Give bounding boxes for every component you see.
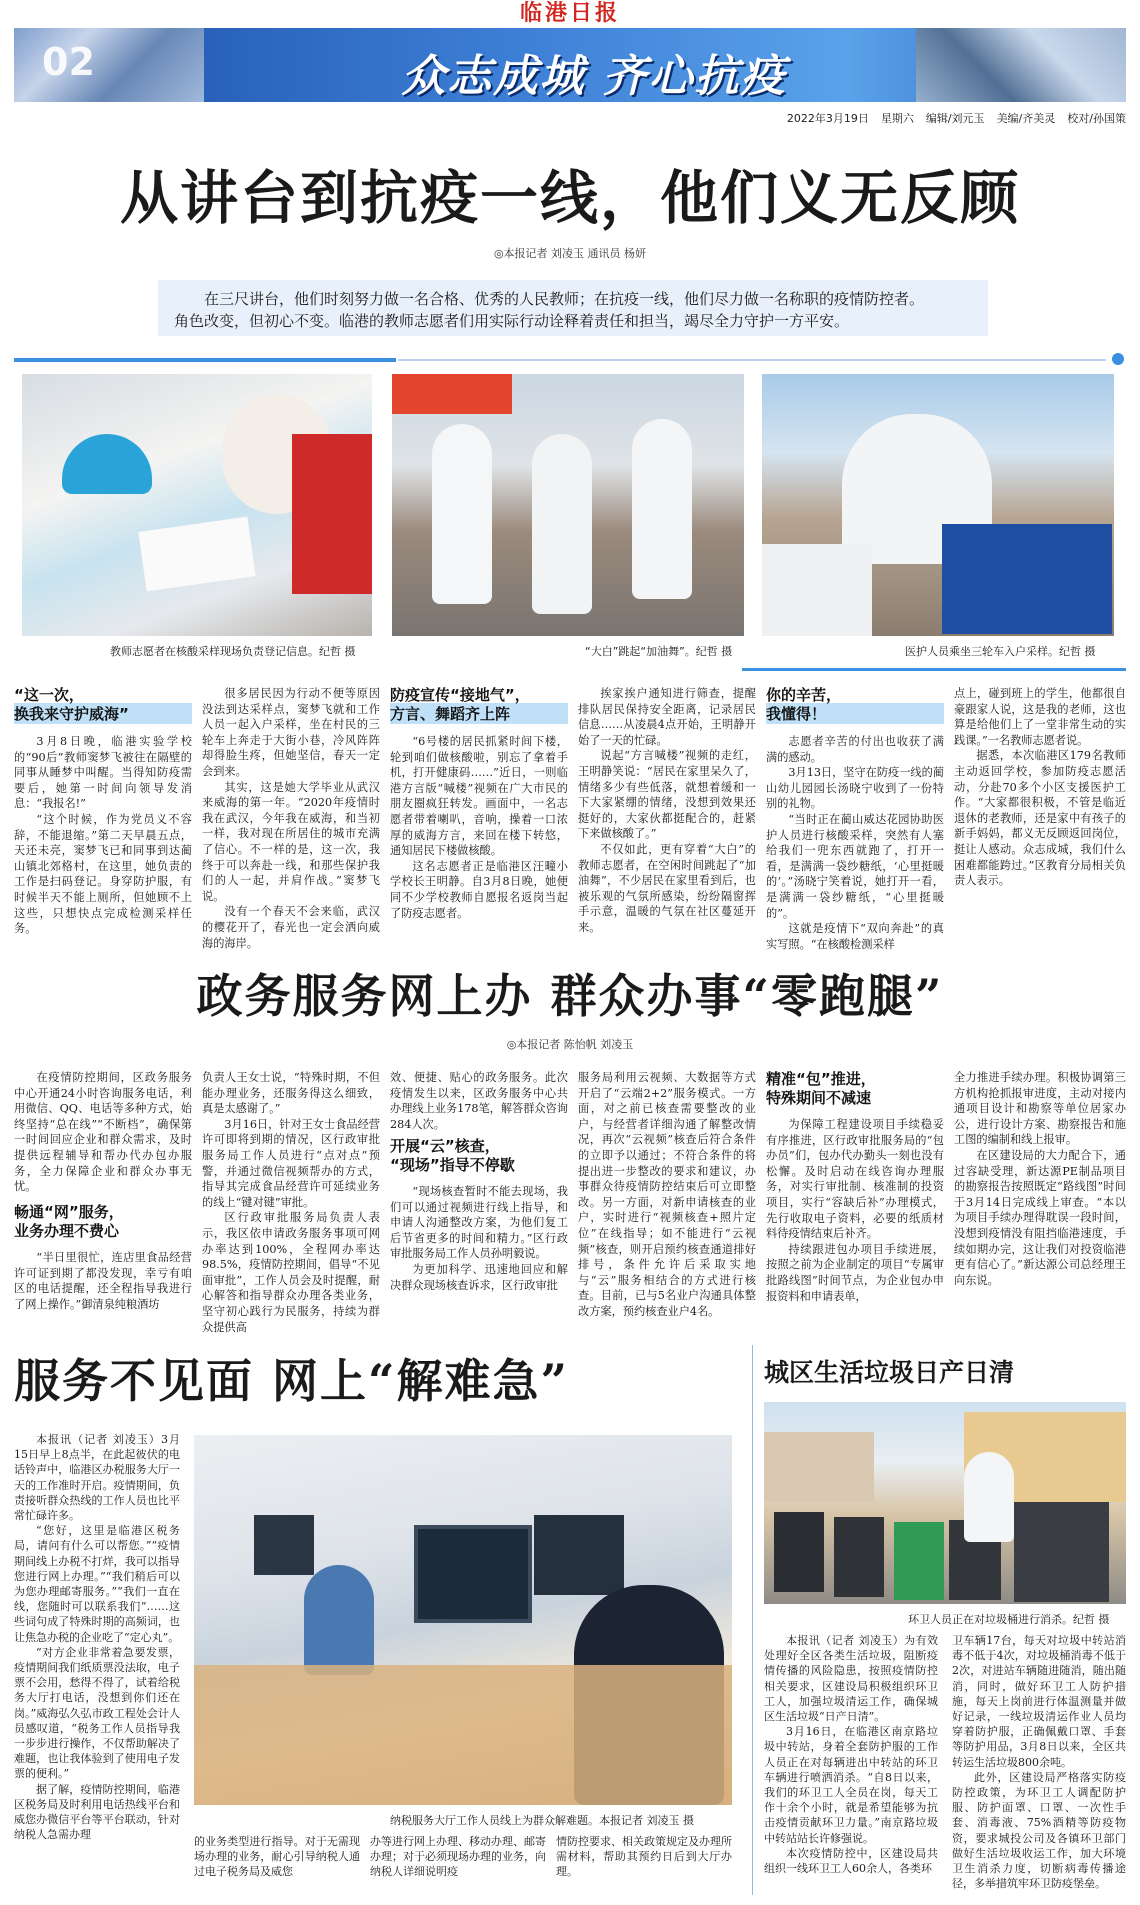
- page-number: 02: [42, 40, 95, 84]
- paragraph: 全力推进手续办理。积极协调第三方机构抢抓报审进度，主动对接内通项目设计和勘察等单位居家办公，进行设计方案、勘察报告和施工图的编制和线上报审。: [954, 1071, 1126, 1147]
- paragraph: “半日里很忙，连店里食品经营许可证到期了都没发现，幸亏有咱区的电话提醒，还全程指导我进行了网上操作。”御清泉纯粮酒坊: [14, 1251, 192, 1311]
- paragraph: 点上，碰到班上的学生，他都很自豪跟家人说，这是我的老师，这也算是给他们上了一堂非常生动的实践课。”一名教师志愿者说。: [954, 687, 1126, 747]
- article1-subhead-1: [14, 686, 192, 724]
- paragraph: 在区建设局的大力配合下，通过容缺受理，新达源PE制品项目的勘察报告按照既定“路线图”时间于3月14日完成线上审查。“本以为项目手续办理得耽误一段时间，没想到疫情没有阻挡临港速度，手续如期办完，这让我们对投资临港更有信心了。”新达源公司总经理王向东说。: [954, 1148, 1126, 1287]
- article3-photo-caption: 纳税服务大厅工作人员线上为群众解难题。本报记者 刘凌玉 摄: [390, 1814, 694, 1827]
- paragraph: 效、便捷、贴心的政务服务。此次疫情发生以来，区政务服务中心共办理线上业务178笔，解答群众咨询284人次。: [390, 1071, 568, 1131]
- subhead-line: 开展“云”核查，: [390, 1137, 500, 1155]
- article4-column-2: [952, 1633, 1126, 1891]
- article1-column-2: [202, 686, 380, 951]
- article3-column-4: [556, 1834, 732, 1880]
- article1-column-3: [390, 734, 568, 921]
- article2-column-1: [14, 1070, 192, 1195]
- paragraph: 没有一个春天不会来临，武汉的樱花开了，春光也一定会洒向威海的海岸。: [202, 905, 380, 950]
- article1-subhead-2: [390, 686, 568, 724]
- divider-dot: [1112, 353, 1124, 365]
- paragraph: “现场核查暂时不能去现场，我们可以通过视频进行线上指导，和申请人沟通整改方案，为他们复工后节省更多的时间和精力。”区行政审批服务局工作人员孙明毅说。: [390, 1185, 568, 1261]
- lead-line-1: 在三尺讲台，他们时刻努力做一名合格、优秀的人民教师；在抗疫一线，他们尽力做一名称职的疫情防控者。: [204, 290, 925, 308]
- paragraph: 持续跟进包办项目手续进展，按照之前为企业制定的项目“专属审批路线图”时间节点，为企业包办申报资料和申请表单，: [766, 1242, 944, 1303]
- paragraph: 区行政审批服务局负责人表示，我区依申请政务服务事项可网办率达到100%，全程网办率达98.5%，疫情防控期间，倡导“不见面审批”，工作人员会及时提醒，耐心解答和指导群众办理各类业务，坚守初心践行为民服务，持续为群众提供高: [202, 1211, 380, 1334]
- photo2-caption: “大白”跳起“加油舞”。纪哲 摄: [585, 645, 733, 658]
- paragraph: 3月16日，针对王女士食品经营许可即将到期的情况，区行政审批服务局工作人员进行“点对点”预警，并通过微信视频帮办的方式，指导其完成食品经营许可延续业务的线上“键对键”审批。: [202, 1117, 380, 1209]
- issue-date: 2022年3月19日: [786, 112, 869, 125]
- paragraph: 其实，这是她大学毕业从武汉来威海的第一年。“2020年疫情时我在武汉，今年我在威海，和当初一样，我对现在所居住的城市充满了信心。不一样的是，这一次，我终于可以奔赴一线，和那些保护我们的人一起，并肩作战。”窦梦飞说。: [202, 780, 380, 903]
- paragraph: 说起“方言喊楼”视频的走红，王明静笑说：“居民在家里呆久了，情绪多少有些低落，就想着缓和一下大家紧绷的情绪，没想到效果还挺好的，大家伙都挺配合的，赶紧下来做核酸了。”: [578, 749, 756, 841]
- paragraph: 3月13日，坚守在防疫一线的蔺山幼儿园园长汤晓宁收到了一份特别的礼物。: [766, 766, 944, 811]
- paragraph: 卫车辆17台，每天对垃圾中转站消毒不低于4次，对垃圾桶消毒不低于2次，对进站车辆随进随消，随出随消，同时，做好环卫工人防护措施，每天上岗前进行体温测量并做好记录，一线垃圾清运作业人员均穿着防护服，正确佩戴口罩、手套等防护用品，3月8日以来，全区共转运生活垃圾800余吨。: [952, 1634, 1126, 1769]
- paragraph: “这个时候，作为党员义不容辞，不能退缩。”第二天早晨五点，天还未亮，窦梦飞已和同事到达蔺山镇北郊格村，在这里，她负责的工作是扫码登记。身穿防护服，有时候半天不能上厕所，但她顾不上这些，只想快点完成检测采样任务。: [14, 812, 192, 936]
- paragraph: “6号楼的居民抓紧时间下楼，轮到咱们做核酸啦，别忘了拿着手机，打开健康码……”近日，一则临港方言版“喊楼”视频在广大市民的朋友圈疯狂转发。画面中，一名志愿者带着喇叭，音响，操着一口浓厚的威海方言，来回在楼下转悠，通知居民下楼做核酸。: [390, 735, 568, 858]
- article1-column-4: [578, 686, 756, 936]
- paragraph: 3月8日晚，临港实验学校的“90后”教师窦梦飞被往在隔壁的同事从睡梦中叫醒。当得知防疫需要后，她第一时间向领导发消息：“我报名!”: [14, 735, 192, 811]
- article1-column-5: [766, 734, 944, 952]
- paragraph: 为更加科学、迅速地回应和解决群众现场核查诉求，区行政审批: [390, 1262, 568, 1292]
- paragraph: 本报讯（记者 刘凌玉）为有效处理好全区各类生活垃圾，阻断疫情传播的风险隐患，按照疫情防控相关要求，区建设局积极组织环卫工人，加强垃圾清运工作，确保城区生活垃圾“日产日清”。: [764, 1634, 938, 1724]
- art-editor-credit: 美编/齐美灵: [996, 112, 1056, 125]
- subhead-1-line-2: 换我来守护威海”: [14, 705, 129, 723]
- article2-column-1b: [14, 1250, 192, 1312]
- paragraph: 此外，区建设局严格落实防疫防控政策，为环卫工人调配防护服、防护面罩、口罩、一次性手套、消毒液、75%酒精等防疫物资，要求城投公司及各镇环卫部门做好生活垃圾收运工作，加大环境卫生消杀力度，切断病毒传播途径，多举措筑牢环卫防疫堡垒。: [952, 1770, 1126, 1891]
- article3-column-1: [14, 1432, 180, 1842]
- subhead-line: “现场”指导不停歇: [390, 1156, 515, 1174]
- article1-lead: [158, 280, 988, 336]
- subhead-1-line-1: “这一次，: [14, 686, 84, 704]
- subhead-line: 精准“包”推进，: [766, 1070, 876, 1088]
- photo-tax-service-hall: [194, 1435, 732, 1805]
- photo3-caption: 医护人员乘坐三轮车入户采样。纪哲 摄: [905, 645, 1096, 658]
- article2-subhead-3: [766, 1070, 944, 1108]
- photo-medics-tricycle: [762, 374, 1114, 636]
- paragraph: 负责人王女士说，“特殊时期，不但能办理业务，还服务得这么细致，真是太感谢了。”: [202, 1071, 380, 1116]
- divider-bar-left: [14, 358, 396, 362]
- subhead-line: 业务办理不费心: [14, 1222, 120, 1240]
- photo-dancing-volunteers: [392, 374, 744, 636]
- article2-column-2: [202, 1070, 380, 1335]
- article4-column-1: [764, 1633, 938, 1876]
- paragraph: 据了解，疫情防控期间，临港区税务局及时利用电话热线平台和威您办微信平台等平台联动，针对纳税人急需办理: [14, 1782, 180, 1842]
- paragraph: “对方企业非常着急要发票，疫情期间我们纸质票没法取，电子票不会用，愁得不得了，试着给税务大厅打电话，没想到你们还在岗。”威海弘久弘市政工程处会计人员感叹道，“税务工作人员指导我一步步进行操作，不仅帮助解决了难题，也让我体验到了使用电子发票的便利。”: [14, 1645, 180, 1781]
- article4-photo-caption: 环卫人员正在对垃圾桶进行消杀。纪哲 摄: [908, 1613, 1110, 1626]
- article2-byline: ◎本报记者 陈怡帆 刘凌玉: [506, 1038, 634, 1051]
- paragraph: “您好，这里是临港区税务局，请问有什么可以帮您。”“疫情期间线上办税不打烊，我可以指导您进行网上办理。”“我们稍后可以为您办理邮寄服务。”“我们一直在线，您随时可以联系我们”……这些词句成了特殊时期的高频词，也让焦急办税的企业吃了“定心丸”。: [14, 1524, 180, 1644]
- article2-column-6: [954, 1070, 1126, 1288]
- article3-column-3: [370, 1834, 546, 1880]
- article2-headline: 政务服务网上办 群众办事“零跑腿”: [196, 969, 944, 1023]
- subhead-3-line-1: 你的辛苦，: [766, 686, 842, 704]
- photo1-caption: 教师志愿者在核酸采样现场负责登记信息。纪哲 摄: [110, 645, 356, 658]
- article1-headline: 从讲台到抗疫一线，他们义无反顾: [119, 164, 1020, 232]
- paragraph: 3月16日，在临港区南京路垃圾中转站，身着全套防护服的工作人员正在对每辆进出中转站的环卫车辆进行喷洒消杀。“自8日以来，我们的环卫工人全员在岗，每天工作十余个小时，就是希望能够为抗击疫情贡献环卫力量。”南京路垃圾中转站站长许修强说。: [764, 1725, 938, 1845]
- banner-photo-right: [916, 28, 1126, 102]
- issue-weekday: 星期六: [880, 112, 914, 125]
- article1-subhead-3: [766, 686, 944, 724]
- lead-line-2: 角色改变，但初心不变。临港的教师志愿者们用实际行动诠释着责任和担当，竭尽全力守护一方平安。: [174, 312, 850, 330]
- photo-bin-disinfection: [764, 1402, 1126, 1604]
- paragraph: 为保障工程建设项目手续稳妥有序推进，区行政审批服务局的“包办员”们，包办代办勤头一刻也没有松懈。及时启动在线咨询办理服务，对实行审批制、核准制的投资项目，实行“容缺后补”办理模式，先行收取电子资料，必要的纸质材料待疫情结束后补齐。: [766, 1118, 944, 1241]
- column-rule: [752, 1345, 753, 1895]
- newspaper-logo: 临港日报: [519, 0, 620, 26]
- subhead-3-line-2: 我懂得！: [766, 705, 827, 723]
- article3-headline: 服务不见面 网上“解难急”: [14, 1354, 569, 1408]
- paragraph: 服务局利用云视频、大数据等方式开启了“云端2+2”服务模式。一方面，对之前已核查需要整改的业户，与经营者详细沟通了解整改情况，再次“云视频”核查后符合条件的立即予以通过；不符合条件的将提出进一步整改的要求和建议，办事群众待疫情防控结束后可立即整改。另一方面，对新申请核查的业户，实时进行“视频核查+照片定位”在线指导；如不能进行“云视频”核查，则开启预约核查通道排好排号，条件允许后采取实地与“云”服务相结合的方式进行核查。目前，已与5名业户沟通具体整改方案，预约核查业户4名。: [578, 1071, 756, 1318]
- paragraph: 这名志愿者正是临港区汪疃小学校长王明静。自3月8日晚，她便同不少学校教师自愿报名返岗当起了防疫志愿者。: [390, 859, 568, 920]
- article2-column-5: [766, 1117, 944, 1304]
- paragraph: 办等进行网上办理、移动办理、邮寄办理；对于必须现场办理的业务，向纳税人详细说明疫: [370, 1835, 546, 1879]
- dateline: [775, 110, 1126, 126]
- paragraph: 的业务类型进行指导。对于无需现场办理的业务，耐心引导纳税人通过电子税务局及威您: [194, 1835, 360, 1879]
- subhead-2-line-1: 防疫宣传“接地气”，: [390, 686, 530, 704]
- article2-column-4: [578, 1070, 756, 1320]
- paragraph: 这就是疫情下“双向奔赴”的真实写照。“在核酸检测采样: [766, 922, 944, 951]
- article2-column-3b: [390, 1184, 568, 1293]
- article3-column-2: [194, 1834, 360, 1880]
- subhead-line: 畅通“网”服务，: [14, 1203, 124, 1221]
- article1-column-6: [954, 686, 1126, 889]
- paragraph: 不仅如此，更有穿着“大白”的教师志愿者，在空闲时间跳起了“加油舞”，不少居民在家里看到后，也被乐观的气氛所感染，纷纷隔窗挥手示意，温暖的气氛在社区蔓延开来。: [578, 842, 756, 934]
- subhead-2-line-2: 方言、舞蹈齐上阵: [390, 705, 511, 723]
- paragraph: 志愿者辛苦的付出也收获了满满的感动。: [766, 735, 944, 764]
- article2-column-3: [390, 1070, 568, 1132]
- paragraph: 在疫情防控期间，区政务服务中心开通24小时咨询服务电话，利用微信、QQ、电话等多种方式，始终坚持“总在线”“不断档”，确保第一时间回应企业和群众需求，及时提供远程辅导和帮办代办包办服务，全力保障企业和群众办事无忧。: [14, 1071, 192, 1194]
- paragraph: “当时正在蔺山威达花园协助医护人员进行核酸采样，突然有人塞给我们一兜东西就跑了，打开一看，是满满一袋纱糖纸，‘心里挺暖的’。”汤晓宁笑着说，她打开一看，是满满一袋纱糖纸，“心里挺暖的”。: [766, 812, 944, 920]
- editor-credit: 编辑/刘元玉: [925, 112, 985, 125]
- paragraph: 本报讯（记者 刘凌玉）3月15日早上8点半，在此起彼伏的电话铃声中，临港区办税服务大厅一天的工作准时开启。疫情期间，负责接听群众热线的工作人员也比平常忙碌许多。: [14, 1433, 180, 1523]
- paragraph: 据悉，本次临港区179名教师主动返回学校，参加防疫志愿活动，分赴70多个小区支援医护工作。“大家都很积极，不管是临近退休的老教师，还是家中有孩子的新手妈妈，都义无反顾返回岗位，挺让人感动。众志成城，我们什么困难都能跨过。”区教育分局相关负责人表示。: [954, 749, 1126, 888]
- article1-column-1: [14, 734, 192, 937]
- paragraph: 本次疫情防控中，区建设局共组织一线环卫工人60余人，各类环: [764, 1846, 938, 1876]
- subhead-line: 特殊期间不减速: [766, 1089, 872, 1107]
- paragraph: 情防控要求、相关政策规定及办理所需材料，帮助其预约日后到大厅办理。: [556, 1835, 732, 1879]
- paragraph: 很多居民因为行动不便等原因没法到达采样点，窦梦飞就和工作人员一起入户采样，坐在村民的三轮车上奔走于大街小巷，冷风阵阵却得脸生疼，但她坚信，春天一定会到来。: [202, 687, 380, 778]
- article2-subhead-2: [390, 1137, 568, 1175]
- article1-byline: ◎本报记者 刘凌玉 通讯员 杨妍: [493, 247, 647, 260]
- paragraph: 挨家挨户通知进行筛查，提醒排队居民保持安全距离，记录居民信息……从凌晨4点开始，王明静开始了一天的忙碌。: [578, 687, 756, 747]
- divider-bar-right: [398, 359, 1106, 361]
- article2-subhead-1: [14, 1203, 192, 1241]
- banner-title: 众志成城 齐心抗疫: [401, 51, 787, 102]
- page-banner: [14, 28, 1126, 102]
- proofreader-credit: 校对/孙国策: [1067, 112, 1126, 125]
- article4-headline: 城区生活垃圾日产日清: [764, 1358, 1015, 1387]
- photo-row-underline: [742, 668, 1126, 671]
- photo-teacher-registering: [22, 374, 372, 636]
